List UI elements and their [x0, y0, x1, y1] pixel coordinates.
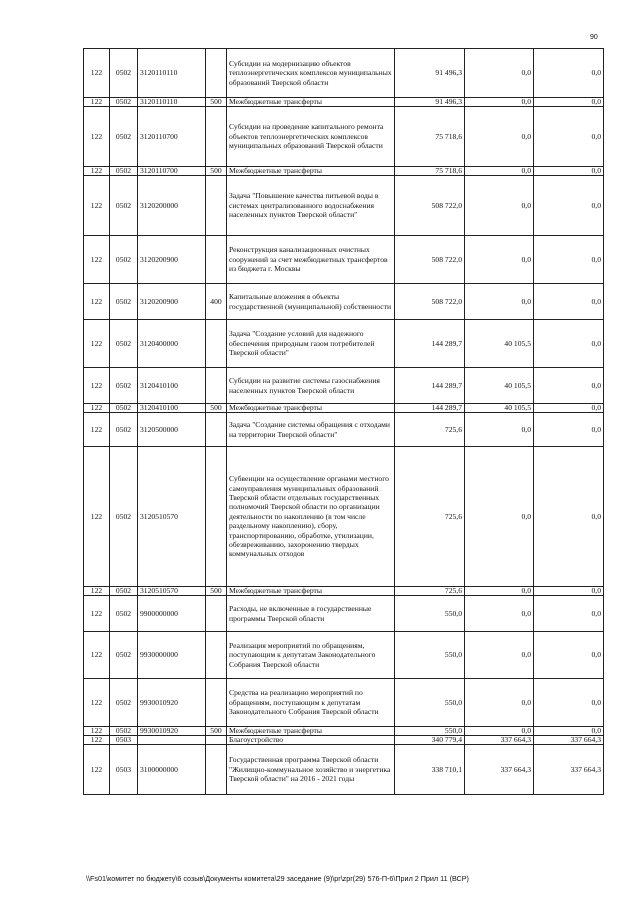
section-cell: 0503: [110, 736, 138, 745]
section-cell: 0502: [110, 632, 138, 679]
amount-2019-cell: 725,6: [395, 587, 465, 596]
target-article-cell: 3120410100: [138, 404, 206, 413]
amount-2020-cell: 0,0: [465, 413, 534, 447]
expense-type-cell: [206, 320, 227, 368]
amount-2021-cell: 0,0: [534, 596, 604, 632]
target-article-cell: 9900000000: [138, 596, 206, 632]
expense-type-cell: 500: [206, 587, 227, 596]
amount-2021-cell: 0,0: [534, 413, 604, 447]
target-article-cell: 9930010920: [138, 727, 206, 736]
section-cell: 0502: [110, 596, 138, 632]
ved-cell: 122: [84, 736, 110, 745]
amount-2021-cell: 0,0: [534, 107, 604, 167]
section-cell: 0502: [110, 236, 138, 284]
table-body: [84, 49, 604, 795]
table-row: [84, 736, 604, 745]
amount-2019-cell: 144 289,7: [395, 368, 465, 404]
table-row: [84, 745, 604, 795]
expense-type-cell: 400: [206, 284, 227, 320]
amount-2021-cell: 0,0: [534, 236, 604, 284]
name-cell: Задача "Создание условий для надежного обеспечения природным газом потребителей Тверской области": [227, 320, 395, 368]
target-article-cell: 3100000000: [138, 745, 206, 795]
ved-cell: 122: [84, 587, 110, 596]
table-row: [84, 320, 604, 368]
expense-type-cell: [206, 107, 227, 167]
name-cell: Благоустройство: [227, 736, 395, 745]
expense-type-cell: [206, 632, 227, 679]
target-article-cell: 3120110700: [138, 167, 206, 176]
expense-type-cell: 500: [206, 727, 227, 736]
amount-2020-cell: 40 105,5: [465, 368, 534, 404]
target-article-cell: [138, 736, 206, 745]
table-row: [84, 98, 604, 107]
amount-2020-cell: 0,0: [465, 284, 534, 320]
amount-2019-cell: 550,0: [395, 679, 465, 727]
table-row: [84, 727, 604, 736]
expense-type-cell: 500: [206, 404, 227, 413]
section-cell: 0502: [110, 49, 138, 98]
target-article-cell: 3120510570: [138, 447, 206, 587]
table-row: [84, 284, 604, 320]
table-row: [84, 679, 604, 727]
section-cell: 0502: [110, 98, 138, 107]
ved-cell: 122: [84, 98, 110, 107]
amount-2020-cell: 0,0: [465, 107, 534, 167]
target-article-cell: 3120200900: [138, 236, 206, 284]
amount-2020-cell: 0,0: [465, 167, 534, 176]
amount-2020-cell: 0,0: [465, 447, 534, 587]
name-cell: Субсидии на модернизацию объектов теплоэнергетических комплексов муниципальных образований Тверской области: [227, 49, 395, 98]
amount-2021-cell: 0,0: [534, 368, 604, 404]
table-row: [84, 447, 604, 587]
ved-cell: 122: [84, 368, 110, 404]
section-cell: 0503: [110, 745, 138, 795]
name-cell: Реконструкция канализационных очистных сооружений за счет межбюджетных трансфертов из бюджета г. Москвы: [227, 236, 395, 284]
target-article-cell: 3120200900: [138, 284, 206, 320]
ved-cell: 122: [84, 596, 110, 632]
ved-cell: 122: [84, 632, 110, 679]
amount-2019-cell: 75 718,6: [395, 107, 465, 167]
section-cell: 0502: [110, 404, 138, 413]
ved-cell: 122: [84, 413, 110, 447]
section-cell: 0502: [110, 679, 138, 727]
expense-type-cell: 500: [206, 167, 227, 176]
target-article-cell: 3120110110: [138, 98, 206, 107]
name-cell: Межбюджетные трансферты: [227, 167, 395, 176]
amount-2021-cell: 337 664,3: [534, 736, 604, 745]
amount-2021-cell: 0,0: [534, 176, 604, 236]
table-row: [84, 632, 604, 679]
amount-2021-cell: 0,0: [534, 404, 604, 413]
file-path-footer: \\Fs01\комитет по бюджету\6 созыв\Документы комитета\29 заседание (9)\pr\zpr(29) 576-П-6\Прил 2 Прил 11 (ВСР): [86, 874, 469, 883]
table-row: [84, 596, 604, 632]
name-cell: Реализация мероприятий по обращениям, поступающим к депутатам Законодательного Собрания Тверской области: [227, 632, 395, 679]
amount-2019-cell: 75 718,6: [395, 167, 465, 176]
target-article-cell: 3120110700: [138, 107, 206, 167]
amount-2019-cell: 508 722,0: [395, 284, 465, 320]
target-article-cell: 3120510570: [138, 587, 206, 596]
ved-cell: 122: [84, 49, 110, 98]
amount-2021-cell: 0,0: [534, 167, 604, 176]
target-article-cell: 9930000000: [138, 632, 206, 679]
name-cell: Задача "Повышение качества питьевой воды в системах централизованного водоснабжения населенных пунктов Тверской области": [227, 176, 395, 236]
amount-2021-cell: 0,0: [534, 49, 604, 98]
amount-2020-cell: 337 664,3: [465, 745, 534, 795]
amount-2020-cell: 0,0: [465, 49, 534, 98]
amount-2021-cell: 0,0: [534, 320, 604, 368]
amount-2021-cell: 0,0: [534, 727, 604, 736]
amount-2019-cell: 550,0: [395, 596, 465, 632]
page-number: 90: [590, 34, 598, 41]
amount-2019-cell: 91 496,3: [395, 98, 465, 107]
amount-2020-cell: 40 105,5: [465, 404, 534, 413]
table-row: [84, 167, 604, 176]
amount-2019-cell: 550,0: [395, 632, 465, 679]
target-article-cell: 9930010920: [138, 679, 206, 727]
ved-cell: 122: [84, 320, 110, 368]
amount-2021-cell: 0,0: [534, 679, 604, 727]
amount-2021-cell: 337 664,3: [534, 745, 604, 795]
section-cell: 0502: [110, 413, 138, 447]
ved-cell: 122: [84, 107, 110, 167]
expense-type-cell: [206, 49, 227, 98]
expense-type-cell: [206, 679, 227, 727]
section-cell: 0502: [110, 284, 138, 320]
amount-2019-cell: 725,6: [395, 447, 465, 587]
table-row: [84, 49, 604, 98]
amount-2020-cell: 0,0: [465, 587, 534, 596]
ved-cell: 122: [84, 745, 110, 795]
expense-type-cell: [206, 736, 227, 745]
table-row: [84, 176, 604, 236]
expense-type-cell: [206, 236, 227, 284]
table-row: [84, 587, 604, 596]
section-cell: 0502: [110, 320, 138, 368]
ved-cell: 122: [84, 404, 110, 413]
amount-2020-cell: 40 105,5: [465, 320, 534, 368]
expense-type-cell: 500: [206, 98, 227, 107]
name-cell: Субсидии на проведение капитального ремонта объектов теплоэнергетических комплексов муниципальных образований Тверской области: [227, 107, 395, 167]
amount-2020-cell: 0,0: [465, 596, 534, 632]
expense-type-cell: [206, 413, 227, 447]
name-cell: Межбюджетные трансферты: [227, 587, 395, 596]
amount-2021-cell: 0,0: [534, 587, 604, 596]
amount-2019-cell: 144 289,7: [395, 404, 465, 413]
section-cell: 0502: [110, 176, 138, 236]
section-cell: 0502: [110, 727, 138, 736]
expense-type-cell: [206, 745, 227, 795]
name-cell: Субсидии на развитие системы газоснабжения населенных пунктов Тверской области: [227, 368, 395, 404]
target-article-cell: 3120110110: [138, 49, 206, 98]
table-row: [84, 368, 604, 404]
section-cell: 0502: [110, 107, 138, 167]
table-row: [84, 236, 604, 284]
table-row: [84, 404, 604, 413]
target-article-cell: 3120200000: [138, 176, 206, 236]
amount-2019-cell: 508 722,0: [395, 236, 465, 284]
name-cell: Расходы, не включенные в государственные программы Тверской области: [227, 596, 395, 632]
amount-2020-cell: 0,0: [465, 679, 534, 727]
name-cell: Межбюджетные трансферты: [227, 727, 395, 736]
amount-2020-cell: 337 664,3: [465, 736, 534, 745]
name-cell: Капитальные вложения в объекты государственной (муниципальной) собственности: [227, 284, 395, 320]
amount-2020-cell: 0,0: [465, 236, 534, 284]
expense-type-cell: [206, 368, 227, 404]
amount-2020-cell: 0,0: [465, 98, 534, 107]
ved-cell: 122: [84, 447, 110, 587]
ved-cell: 122: [84, 679, 110, 727]
amount-2019-cell: 550,0: [395, 727, 465, 736]
ved-cell: 122: [84, 236, 110, 284]
expense-type-cell: [206, 447, 227, 587]
expense-type-cell: [206, 176, 227, 236]
budget-table: [83, 48, 604, 795]
amount-2020-cell: 0,0: [465, 727, 534, 736]
section-cell: 0502: [110, 167, 138, 176]
section-cell: 0502: [110, 368, 138, 404]
amount-2021-cell: 0,0: [534, 284, 604, 320]
amount-2019-cell: 340 779,4: [395, 736, 465, 745]
amount-2021-cell: 0,0: [534, 98, 604, 107]
expense-type-cell: [206, 596, 227, 632]
section-cell: 0502: [110, 447, 138, 587]
amount-2021-cell: 0,0: [534, 447, 604, 587]
amount-2019-cell: 144 289,7: [395, 320, 465, 368]
name-cell: Межбюджетные трансферты: [227, 98, 395, 107]
ved-cell: 122: [84, 727, 110, 736]
amount-2020-cell: 0,0: [465, 176, 534, 236]
target-article-cell: 3120500000: [138, 413, 206, 447]
target-article-cell: 3120400000: [138, 320, 206, 368]
ved-cell: 122: [84, 284, 110, 320]
name-cell: Средства на реализацию мероприятий по обращениям, поступающим к депутатам Законодательного Собрания Тверской области: [227, 679, 395, 727]
amount-2019-cell: 338 710,1: [395, 745, 465, 795]
amount-2021-cell: 0,0: [534, 632, 604, 679]
ved-cell: 122: [84, 176, 110, 236]
amount-2019-cell: 725,6: [395, 413, 465, 447]
amount-2019-cell: 508 722,0: [395, 176, 465, 236]
name-cell: Задача "Создание системы обращения с отходами на территории Тверской области": [227, 413, 395, 447]
name-cell: Межбюджетные трансферты: [227, 404, 395, 413]
section-cell: 0502: [110, 587, 138, 596]
ved-cell: 122: [84, 167, 110, 176]
table-row: [84, 413, 604, 447]
name-cell: Субвенции на осуществление органами местного самоуправления муниципальных образований Тверской области отдельных государственных полномочий Тверской области по организации деятельности по накоплению (в том числе раздельному накоплению), сбору, транспортированию, обработке, утилизации, обезвреживанию, захоронению твердых коммунальных отходов: [227, 447, 395, 587]
target-article-cell: 3120410100: [138, 368, 206, 404]
name-cell: Государственная программа Тверской области "Жилищно-коммунальное хозяйство и энергетика Тверской области" на 2016 - 2021 годы: [227, 745, 395, 795]
table-row: [84, 107, 604, 167]
amount-2020-cell: 0,0: [465, 632, 534, 679]
amount-2019-cell: 91 496,3: [395, 49, 465, 98]
